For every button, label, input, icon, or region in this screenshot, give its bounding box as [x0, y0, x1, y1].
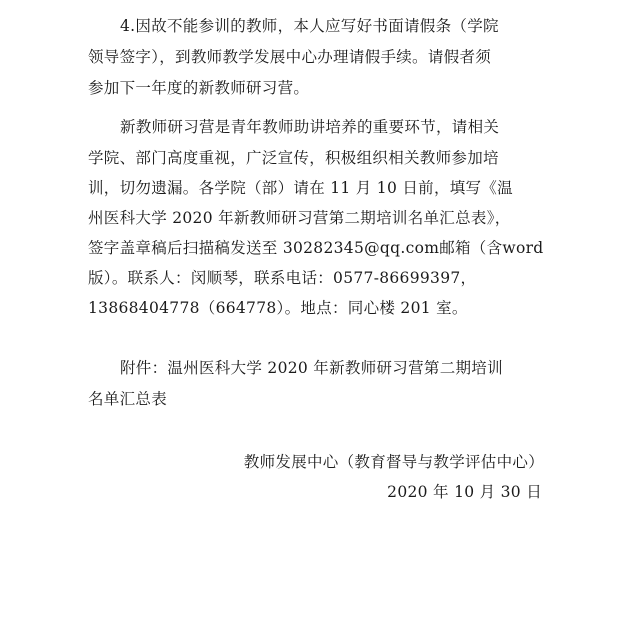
body-line-4: 州医科大学 2020 年新教师研习营第二期培训名单汇总表》，: [88, 209, 511, 227]
body-line-6: 版）。联系人：闵顺琴，联系电话：0577-86699397，: [88, 269, 477, 287]
body-line-3: 训，切勿遗漏。各学院（部）请在 11 月 10 日前，填写《温: [88, 179, 513, 197]
item4-line-2: 领导签字），到教师教学发展中心办理请假手续。请假者须: [88, 48, 492, 66]
body-line-1: 新教师研习营是青年教师助讲培养的重要环节，请相关: [120, 118, 500, 136]
body-line-7: 13868404778（664778）。地点：同心楼 201 室。: [88, 299, 468, 317]
signature-org: 教师发展中心（教育督导与教学评估中心）: [243, 453, 544, 471]
body-line-5: 签字盖章稿后扫描稿发送至 30282345@qq.com邮箱（含word: [88, 239, 544, 257]
body-line-2: 学院、部门高度重视，广泛宣传，积极组织相关教师参加培: [88, 149, 499, 167]
signature-date: 2020 年 10 月 30 日: [387, 483, 542, 501]
item4-line-3: 参加下一年度的新教师研习营。: [88, 79, 310, 97]
item4-line-1: 4.因故不能参训的教师，本人应写好书面请假条（学院: [120, 17, 499, 35]
attachment-line-1: 附件：温州医科大学 2020 年新教师研习营第二期培训: [120, 359, 503, 377]
attachment-line-2: 名单汇总表: [88, 390, 168, 408]
